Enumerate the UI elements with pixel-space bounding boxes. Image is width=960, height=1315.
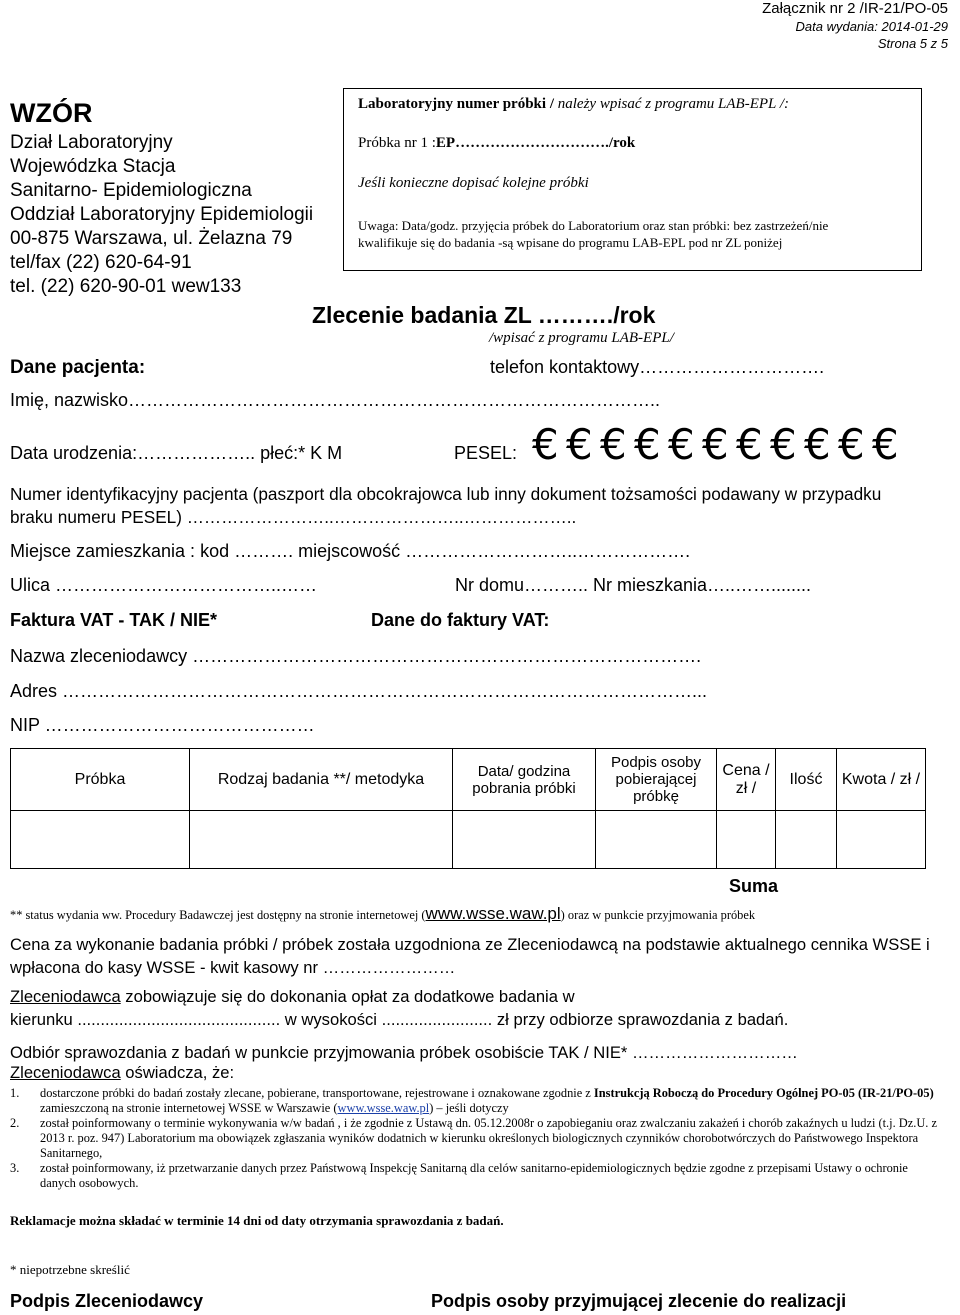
receipt-number-field[interactable]: wpłacona do kasy WSSE - kwit kasowy nr …………………… (10, 958, 456, 977)
issue-date: Data wydania: 2014-01-29 (795, 19, 948, 34)
street-field[interactable]: Ulica ………………………………..…… (10, 575, 318, 595)
house-apartment-field[interactable]: Nr domu……….. Nr mieszkania…..……........ (455, 575, 812, 595)
sample-box-title-italic: należy wpisać z programu LAB-EPL /: (554, 96, 789, 112)
add-samples-hint: Jeśli konieczne dopisać kolejne próbki (358, 175, 589, 191)
lab-address-line: 00-875 Warszawa, ul. Żelazna 79 (10, 228, 293, 249)
phone-field[interactable]: telefon kontaktowy…………………………. (490, 357, 825, 377)
receiver-signature[interactable]: Podpis osoby przyjmującej zlecenie do realizacji (431, 1291, 847, 1311)
statement-text: został poinformowany o terminie wykonywania w/w badań , i że zgodnie z Ustawą dn. 05.12.2008r o zapobieganiu oraz zwalczaniu zakażeń i chorób zakaźnych u ludzi (t.j. Dz.U. z 2013 r. poz. 947) Laboratorium ma obowiązek zgłaszania wyników dodatnich w kierunku określonych biologicznych czynników chorobotwórczych do Państwowego Inspektora Sanitarnego, (40, 1116, 937, 1160)
cell-price[interactable] (717, 811, 776, 869)
pesel-digit-box-icon[interactable]: € (532, 420, 559, 469)
lab-address-line: Dział Laboratoryjny (10, 132, 173, 153)
pesel-digit-box-icon[interactable]: € (838, 420, 865, 469)
col-header-test-type: Rodzaj badania **/ metodyka (190, 749, 453, 811)
sample-number-prefix: Próbka nr 1 : (358, 135, 436, 151)
acceptance-note-line: kwalifikuje się do badania -są wpisane do programu LAB-EPL pod nr ZL poniżej (358, 235, 783, 250)
sample-number-line[interactable] (358, 135, 635, 152)
wsse-link[interactable]: www.wsse.waw.pl (337, 1101, 430, 1115)
order-subtitle: /wpisać z programu LAB-EPL/ (489, 330, 674, 346)
sample-box-title (358, 96, 789, 113)
birth-date-sex-field[interactable]: Data urodzenia:……………….. płeć:* K M (10, 443, 343, 463)
col-header-sampler-signature: Podpis osoby pobierającej próbkę (596, 749, 717, 811)
cell-sampling-date[interactable] (453, 811, 596, 869)
client-word: Zleceniodawca (10, 1063, 121, 1082)
complaints-note: Reklamacje można składać w terminie 14 dni od daty otrzymania sprawozdania z badań. (10, 1213, 504, 1228)
sample-number-box (343, 88, 922, 271)
additional-tests-field[interactable]: kierunku ............................................ w wysokości ........................ zł przy odbiorze sprawozdania z badań. (10, 1010, 789, 1029)
page-number: Strona 5 z 5 (877, 36, 948, 51)
col-header-sampling-date: Data/ godzina pobrania próbki (453, 749, 596, 811)
sample-box-title-bold: Laboratoryjny numer próbki / (358, 96, 554, 112)
attachment-number: Załącznik nr 2 /IR-21/PO-05 (762, 0, 948, 17)
pesel-digit-box-icon[interactable]: € (566, 420, 593, 469)
cell-test-type[interactable] (190, 811, 453, 869)
pesel-digit-box-icon[interactable]: € (668, 420, 695, 469)
list-number: 1. (10, 1086, 20, 1100)
cell-amount[interactable] (837, 811, 926, 869)
col-header-amount: Kwota / zł / (837, 749, 926, 811)
lab-address-line: tel/fax (22) 620-64-91 (10, 252, 192, 273)
list-number: 2. (10, 1116, 20, 1130)
order-title: Zlecenie badania ZL ………./rok (312, 302, 656, 328)
client-word: Zleceniodawca (10, 987, 121, 1006)
client-address-field[interactable]: Adres ……………………………………………………………………………………………... (10, 681, 708, 701)
pesel-digit-box-icon[interactable]: € (634, 420, 661, 469)
pesel-digit-box-icon[interactable]: € (872, 420, 899, 469)
pesel-digit-box-icon[interactable]: € (770, 420, 797, 469)
pesel-digit-box-icon[interactable]: € (702, 420, 729, 469)
list-item (10, 1116, 945, 1161)
acceptance-note-line: Uwaga: Data/godz. przyjęcia próbek do Laboratorium oraz stan próbki: bez zastrzeżeń/nie (358, 218, 829, 233)
pesel-digit-box-icon[interactable]: € (600, 420, 627, 469)
lab-address-line: tel. (22) 620-90-01 wew133 (10, 276, 242, 297)
vat-data-heading: Dane do faktury VAT: (371, 610, 550, 630)
pesel-input-boxes[interactable] (532, 420, 906, 469)
list-item (10, 1161, 945, 1191)
id-number-line: Numer identyfikacyjny pacjenta (paszport dla obcokrajowca lub inny dokument tożsamości podawany w przypadku (10, 484, 882, 504)
pesel-digit-box-icon[interactable]: € (804, 420, 831, 469)
list-number: 3. (10, 1161, 20, 1175)
pesel-label: PESEL: (454, 443, 518, 463)
nip-field[interactable]: NIP ……………………………………… (10, 715, 315, 735)
strike-note: * niepotrzebne skreślić (10, 1262, 130, 1277)
statement-text: został poinformowany, iż przetwarzanie danych przez Państwową Inspekcję Sanitarną dla celów sanitarno-epidemiologicznych będzie zgodne z przepisami Ustawy o ochronie danych osobowych. (40, 1161, 908, 1190)
statement-text: ) – jeśli dotyczy (429, 1101, 509, 1115)
status-footnote-suffix: ) oraz w punkcie przyjmowania próbek (560, 908, 756, 922)
statement-text: dostarczone próbki do badań zostały zlecane, pobierane, transportowane, rejestrowane i oznakowane zgodnie z (40, 1086, 594, 1100)
table-header-row (11, 749, 926, 811)
vat-invoice-choice[interactable]: Faktura VAT - TAK / NIE* (10, 610, 218, 630)
sum-label: Suma (729, 876, 779, 896)
list-item (10, 1086, 945, 1116)
name-field[interactable]: Imię, nazwisko…………………………………………………………………………….. (10, 390, 661, 410)
col-header-sample: Próbka (11, 749, 190, 811)
client-signature[interactable]: Podpis Zleceniodawcy (10, 1291, 204, 1311)
col-header-quantity: Ilość (776, 749, 837, 811)
obligation-text: zobowiązuje się do dokonania opłat za dodatkowe badania w (120, 987, 575, 1006)
lab-address-line: Wojewódzka Stacja (10, 156, 176, 177)
pesel-digit-box-icon[interactable]: € (736, 420, 763, 469)
cell-sample[interactable] (11, 811, 190, 869)
wsse-link[interactable]: www.wsse.waw.pl (425, 904, 561, 923)
status-footnote-text: ** status wydania ww. Procedury Badawczej jest dostępny na stronie internetowej ( (10, 908, 426, 922)
report-pickup-choice[interactable]: Odbiór sprawozdania z badań w punkcie przyjmowania próbek osobiście TAK / NIE* ………………………… (10, 1043, 798, 1062)
sample-number-field: EP…………………………./rok (435, 135, 636, 151)
residence-field[interactable]: Miejsce zamieszkania : kod ………. miejscowość ………………………..………………. (10, 541, 691, 561)
declaration-text: oświadcza, że: (120, 1063, 235, 1082)
template-title: WZÓR (10, 98, 93, 128)
table-row (11, 811, 926, 869)
status-footnote (10, 904, 755, 924)
cell-quantity[interactable] (776, 811, 837, 869)
lab-address-line: Oddział Laboratoryjny Epidemiologii (10, 204, 314, 225)
declaration-list (10, 1086, 945, 1191)
payment-line: Cena za wykonanie badania próbki / próbek została uzgodniona ze Zleceniodawcą na podstawie aktualnego cennika WSSE i (10, 935, 930, 954)
statement-bold: Instrukcją Roboczą do Procedury Ogólnej PO-05 (IR-21/PO-05) (593, 1086, 934, 1100)
declaration-heading (10, 1063, 234, 1083)
patient-heading: Dane pacjenta: (10, 357, 146, 378)
col-header-price: Cena / zł / (717, 749, 776, 811)
id-number-field[interactable]: braku numeru PESEL) ……………………..…………………..……………….. (10, 507, 577, 527)
lab-address (10, 131, 313, 299)
statement-text: zamieszczoną na stronie internetowej WSSE w Warszawie ( (40, 1101, 338, 1115)
lab-address-line: Sanitarno- Epidemiologiczna (10, 180, 252, 201)
samples-table (10, 748, 926, 869)
client-name-field[interactable]: Nazwa zleceniodawcy …………………………………………………………………………. (10, 646, 702, 666)
obligation-line (10, 987, 575, 1007)
cell-sampler-signature[interactable] (596, 811, 717, 869)
